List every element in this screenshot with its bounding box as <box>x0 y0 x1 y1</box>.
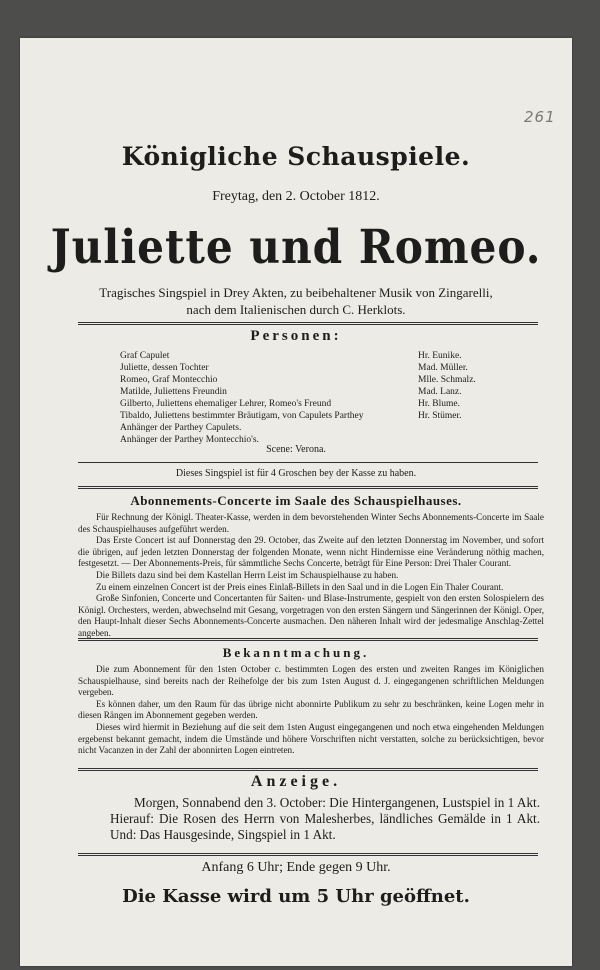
bekanntmachung-text <box>78 664 544 757</box>
paragraph: Morgen, Sonnabend den 3. October: Die Hintergangenen, Lustspiel in 1 Akt. Hierauf: Die Rosen des Herrn von Malesherbes, ländliches Gemälde in 1 Akt. Und: Das Hausgesinde, Singspiel in 1 Akt. <box>110 795 540 842</box>
subtitle-line-2: nach dem Italienischen durch C. Herklots. <box>186 302 406 317</box>
anzeige-heading: Anzeige. <box>250 773 342 790</box>
paragraph: Zu einem einzelnen Concert ist der Preis eines Einlaß-Billets in den Saal und in die Logen Ein Thaler Courant. <box>96 581 504 592</box>
paragraph: Große Sinfonien, Concerte und Concertanten für Saiten- und Blase-Instrumente, gespielt von den ersten Solospielern des Königl. Orchesters, werden, abwechselnd mit Gesang, vorgetragen von den ersten Sängern und Sängerinnen der Königl. Oper, den Haupt-Inhalt dieser Sechs Abonnements-Concerte ausmachen. Den näheren Inhalt wird der jedesmalige Anschlag-Zettel angeben. <box>78 593 544 638</box>
box-office-opening: Die Kasse wird um 5 Uhr geöffnet. <box>122 886 470 907</box>
actor: Hr. Eunike. <box>418 351 462 361</box>
paragraph: Das Erste Concert ist auf Donnerstag den 29. October, das Zweite auf den letzten Donnerstag im November, und sofort die übrigen, auf jeden letzten Donnerstag der folgenden Monate, wenn nicht Hindernisse eine Veränderung nöthig machen, festgesetzt. — Der Abonnements-Preis, für sämmtliche Sechs Concerte, beträgt für Eine Person: Drei Thaler Courant. <box>78 535 544 569</box>
role: Tibaldo, Juliettens bestimmter Bräutigam, von Capulets Parthey <box>120 411 364 421</box>
actor: Mad. Lanz. <box>418 387 462 397</box>
subtitle-line-1: Tragisches Singspiel in Drey Akten, zu beibehaltener Musik von Zingarelli, <box>99 285 493 300</box>
divider <box>78 853 538 856</box>
role: Romeo, Graf Montecchio <box>120 375 218 385</box>
concerts-heading: Abonnements-Concerte im Saale des Schauspielhauses. <box>130 493 462 508</box>
paragraph: Die zum Abonnement für den 1sten October c. bestimmten Logen des ersten und zweiten Ranges im Königlichen Schauspielhause, sind bereits nach der Reihefolge der bis zum 1sten August d. J. eingegangenen schriftlichen Meldungen vergeben. <box>78 664 544 698</box>
role: Anhänger der Parthey Capulets. <box>120 423 242 433</box>
bekanntmachung-heading: Bekanntmachung. <box>222 645 370 660</box>
personen-heading: Personen: <box>250 328 342 344</box>
playbill-sheet <box>20 38 572 966</box>
actor: Hr. Stümer. <box>418 411 462 421</box>
actor: Hr. Blume. <box>418 399 460 409</box>
divider <box>78 322 538 325</box>
divider <box>78 486 538 489</box>
libretto-price-note: Dieses Singspiel ist für 4 Groschen bey der Kasse zu haben. <box>175 468 417 479</box>
paragraph: Dieses wird hiermit in Beziehung auf die seit dem 1sten August eingegangenen und noch etwa eingehenden Meldungen ergebenst bekannt gemacht, indem die Umstände und höhere Vorschriften nicht verstatten, solche zu berücksichtigen, bevor nicht Vacanzen in der Zahl der abonnirten Logen eintreten. <box>78 721 544 756</box>
play-title: Juliette und Romeo. <box>50 220 542 275</box>
actor: Mlle. Schmalz. <box>418 375 476 385</box>
paragraph: Die Billets dazu sind bei dem Kastellan Herrn Leist im Schauspielhause zu haben. <box>96 569 399 580</box>
scene-note: Scene: Verona. <box>266 444 326 455</box>
role: Juliette, dessen Tochter <box>120 363 209 373</box>
paragraph: Für Rechnung der Königl. Theater-Kasse, werden in dem bevorstehenden Winter Sechs Abonnements-Concerte im Saale des Schauspielhauses aufgeführt werden. <box>78 512 544 534</box>
role: Matilde, Juliettens Freundin <box>120 387 227 397</box>
divider <box>78 462 538 463</box>
paragraph: Es können daher, um den Raum für das übrige nicht abonnirte Publikum zu sehr zu beschränken, keine Logen mehr in diesen Rängen im Abonnement gegeben werden. <box>78 698 544 721</box>
divider <box>78 638 538 641</box>
archive-number: 261 <box>524 108 556 126</box>
anzeige-text <box>110 795 540 843</box>
role: Anhänger der Parthey Montecchio's. <box>120 435 259 445</box>
role: Gilberto, Juliettens ehemaliger Lehrer, Romeo's Freund <box>120 399 332 409</box>
theatre-name: Königliche Schauspiele. <box>121 142 471 171</box>
role: Graf Capulet <box>120 351 170 361</box>
dateline: Freytag, den 2. October 1812. <box>212 189 380 204</box>
concerts-text <box>78 512 544 640</box>
performance-times: Anfang 6 Uhr; Ende gegen 9 Uhr. <box>201 860 391 875</box>
actor: Mad. Müller. <box>418 363 468 373</box>
divider <box>78 768 538 771</box>
